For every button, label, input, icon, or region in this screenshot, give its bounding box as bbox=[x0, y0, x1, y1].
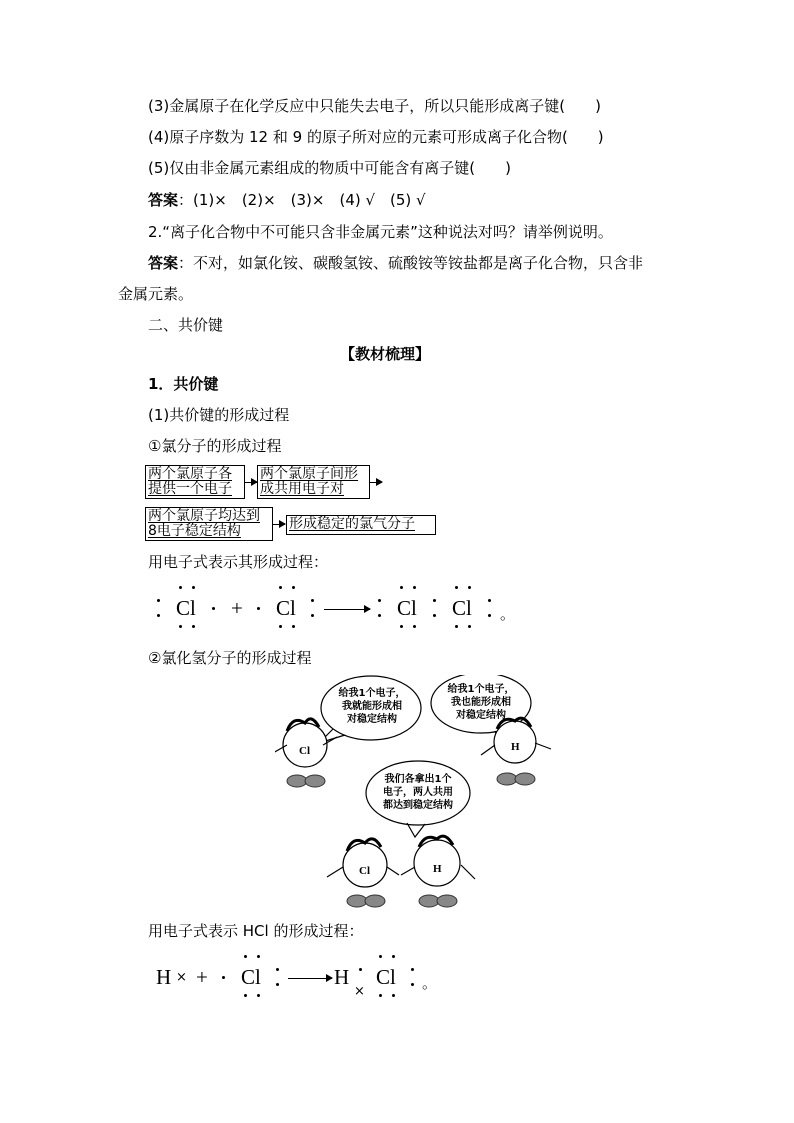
bubble-h bbox=[438, 683, 524, 722]
plus-sign: + bbox=[231, 596, 243, 620]
hcl-cartoon bbox=[275, 675, 560, 915]
bubble-cl-line3: 对稳定结构 bbox=[347, 714, 397, 725]
h-atom-product: H bbox=[334, 965, 350, 989]
reaction-arrow bbox=[288, 978, 332, 979]
cl-atom-3: Cl bbox=[397, 596, 417, 620]
label-h-top: H bbox=[511, 741, 520, 753]
shared-electron-cross: × bbox=[354, 984, 365, 999]
answer-text: ：(1)× (2)× (3)× (4) √ (5) √ bbox=[178, 191, 426, 209]
subsection-title: 1．共价键 bbox=[148, 375, 219, 393]
bubble-cl-line1: 给我1个电子， bbox=[338, 688, 406, 699]
period: 。 bbox=[422, 974, 438, 992]
flow-box-4 bbox=[286, 515, 436, 535]
cl-atom-1: Cl bbox=[176, 596, 196, 620]
label-h-bottom: H bbox=[433, 863, 442, 875]
answer-1 bbox=[148, 190, 426, 210]
answer-2 bbox=[148, 253, 643, 273]
bubble-cl bbox=[329, 687, 415, 726]
question-3: (3)金属原子在化学反应中只能失去电子，所以只能形成离子键( ) bbox=[148, 97, 601, 115]
answer-label: 答案 bbox=[148, 191, 179, 209]
bubble-h-line1: 给我1个电子， bbox=[447, 684, 515, 695]
bubble-h-line3: 对稳定结构 bbox=[456, 710, 506, 721]
flow-box-3-line2: 8电子稳定结构 bbox=[148, 523, 241, 539]
bubble-both-line1: 我们各拿出1个 bbox=[384, 774, 452, 785]
label-cl-bottom: Cl bbox=[359, 865, 370, 877]
cl2-caption: 用电子式表示其形成过程： bbox=[148, 553, 329, 571]
flow-arrow-2 bbox=[370, 482, 382, 483]
hcl-title: ②氯化氢分子的形成过程 bbox=[148, 649, 312, 667]
flow-box-1-line2: 提供一个电子 bbox=[148, 481, 232, 497]
flow-box-1-line1: 两个氯原子各 bbox=[148, 466, 232, 482]
plus-sign: + bbox=[196, 965, 208, 989]
flow-box-1 bbox=[145, 465, 245, 499]
bubble-both-line3: 都达到稳定结构 bbox=[383, 800, 453, 811]
flow-box-3-line1: 两个氯原子均达到 bbox=[148, 508, 260, 524]
bubble-both-line2: 电子，两人共用 bbox=[383, 787, 453, 798]
flow-box-2-line2: 成共用电子对 bbox=[260, 481, 344, 497]
sub-item: (1)共价键的形成过程 bbox=[148, 406, 290, 424]
h-atom: H bbox=[156, 965, 172, 989]
bubble-h-line2: 我也能形成相 bbox=[451, 697, 511, 708]
bubble-both bbox=[371, 773, 465, 812]
cl-atom-2: Cl bbox=[276, 596, 296, 620]
flow-box-2 bbox=[257, 465, 370, 499]
label-cl-top: Cl bbox=[299, 745, 310, 757]
flow-box-4-label: 形成稳定的氯气分子 bbox=[289, 516, 415, 532]
bubble-cl-line2: 我就能形成相 bbox=[342, 701, 402, 712]
question-2: 2.“离子化合物中不可能只含非金属元素”这种说法对吗？请举例说明。 bbox=[148, 223, 613, 241]
cl-atom-4: Cl bbox=[452, 596, 472, 620]
period: 。 bbox=[500, 605, 516, 623]
cl2-title: ①氯分子的形成过程 bbox=[148, 437, 282, 455]
question-5: (5)仅由非金属元素组成的物质中可能含有离子键( ) bbox=[148, 159, 511, 177]
h-electron-cross: × bbox=[176, 970, 187, 985]
section-title: 二、共价键 bbox=[148, 316, 224, 334]
hcl-caption: 用电子式表示 HCl 的形成过程： bbox=[148, 922, 364, 940]
cl-atom-product: Cl bbox=[376, 965, 396, 989]
reaction-arrow bbox=[324, 609, 370, 610]
flow-box-3 bbox=[145, 507, 273, 541]
flow-arrow-3 bbox=[273, 524, 285, 525]
flow-box-2-line1: 两个氯原子间形 bbox=[260, 466, 358, 482]
textbook-heading: 【教材梳理】 bbox=[340, 345, 431, 363]
cl-atom: Cl bbox=[241, 965, 261, 989]
answer-label: 答案 bbox=[148, 254, 179, 272]
flow-arrow-1 bbox=[245, 482, 257, 483]
answer-text-line1: ：不对，如氯化铵、碳酸氢铵、硫酸铵等铵盐都是离子化合物，只含非 bbox=[178, 254, 644, 272]
question-4: (4)原子序数为 12 和 9 的原子所对应的元素可形成离子化合物( ) bbox=[148, 128, 604, 146]
answer-2-continued: 金属元素。 bbox=[118, 285, 194, 303]
